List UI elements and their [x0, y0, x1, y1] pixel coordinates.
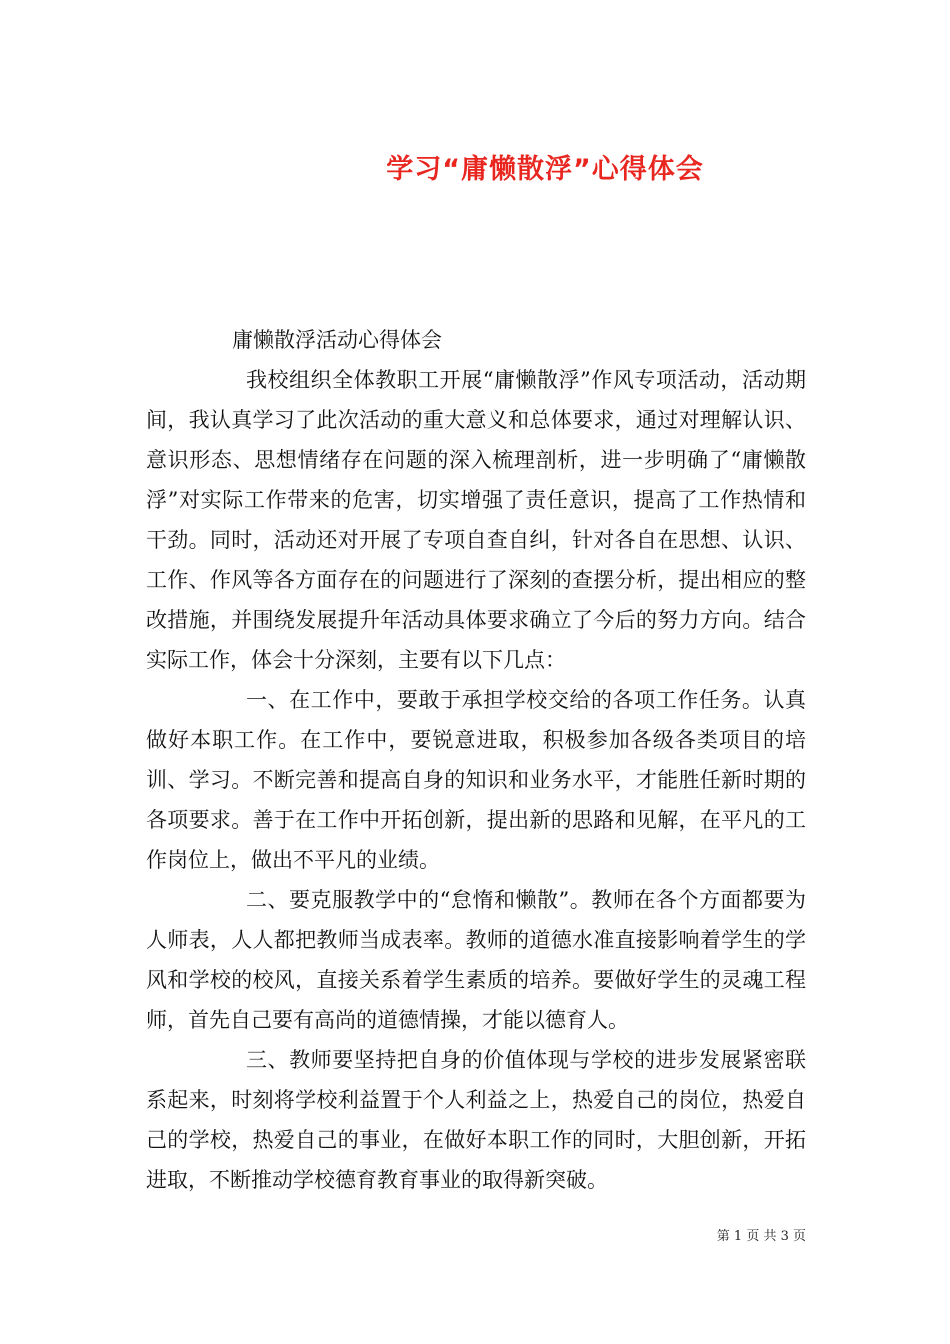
document-subtitle: 庸懒散浮活动心得体会	[232, 328, 442, 352]
paragraph-point-3: 三、教师要坚持把自身的价值体现与学校的进步发展紧密联系起来，时刻将学校利益置于个人利益之上，热爱自己的岗位，热爱自己的学校，热爱自己的事业，在做好本职工作的同时，大胆创新，开拓进取，不断推动学校德育教育事业的取得新突破。	[146, 1048, 806, 1192]
page-number: 第 1 页 共 3 页	[716, 1229, 806, 1244]
document-body	[146, 320, 806, 1200]
paragraph-point-1: 一、在工作中，要敢于承担学校交给的各项工作任务。认真做好本职工作。在工作中，要锐意进取，积极参加各级各类项目的培训、学习。不断完善和提高自身的知识和业务水平，才能胜任新时期的各项要求。善于在工作中开拓创新，提出新的思路和见解，在平凡的工作岗位上，做出不平凡的业绩。	[146, 688, 806, 872]
paragraph-point-2: 二、要克服教学中的“怠惰和懒散”。教师在各个方面都要为人师表，人人都把教师当成表率。教师的道德水准直接影响着学生的学风和学校的校风，直接关系着学生素质的培养。要做好学生的灵魂工程师，首先自己要有高尚的道德情操，才能以德育人。	[146, 888, 806, 1032]
document-title: 学习“庸懒散浮”心得体会	[386, 154, 704, 186]
paragraph-intro: 我校组织全体教职工开展“庸懒散浮”作风专项活动，活动期间，我认真学习了此次活动的重大意义和总体要求，通过对理解认识、意识形态、思想情绪存在问题的深入梳理剖析，进一步明确了“庸懒散浮”对实际工作带来的危害，切实增强了责任意识，提高了工作热情和干劲。同时，活动还对开展了专项自查自纠，针对各自在思想、认识、工作、作风等各方面存在的问题进行了深刻的查摆分析，提出相应的整改措施，并围绕发展提升年活动具体要求确立了今后的努力方向。结合实际工作，体会十分深刻，主要有以下几点：	[146, 368, 806, 672]
